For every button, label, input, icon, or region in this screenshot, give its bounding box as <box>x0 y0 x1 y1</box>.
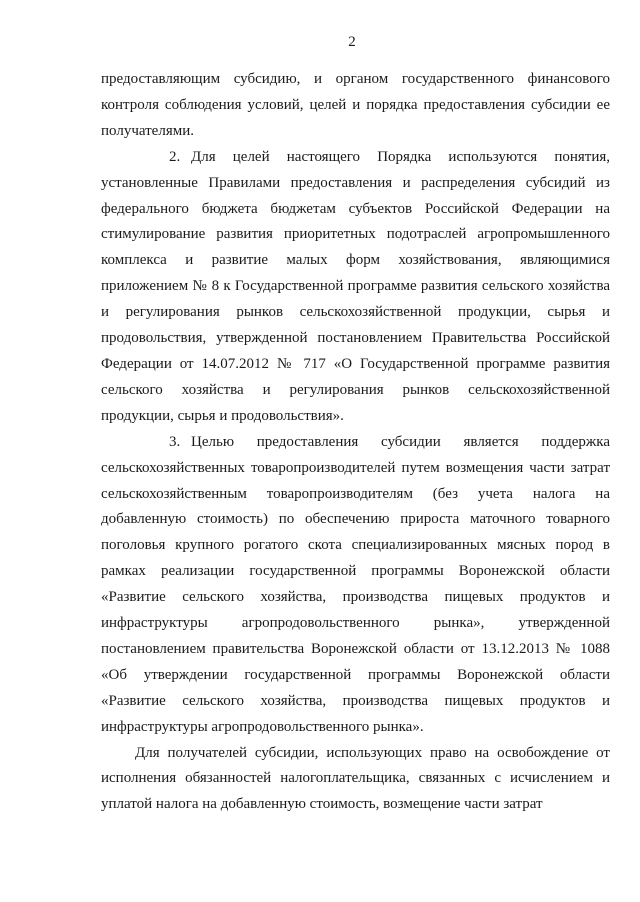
clause-text: Целью предоставления субсидии является поддержка сельскохозяйственных товаропроизводителей путем возмещения части затрат сельскохозяйственным товаропроизводителям (без учета налога на добавленную стоимость) по обеспечению прироста маточного товарного поголовья крупного рогатого скота специализированных мясных пород в рамках реализации государственной программы Воронежской области «Развитие сельского хозяйства, производства пищевых продуктов и инфраструктуры агропродовольственного рынка», утвержденной постановлением правительства Воронежской области от 13.12.2013 № 1088 «Об утверждении государственной программы Воронежской области «Развитие сельского хозяйства, производства пищевых продуктов и инфраструктуры агропродовольственного рынка». <box>101 433 610 735</box>
clause-number: 2. <box>169 148 181 165</box>
paragraph-vat-exemption: Для получателей субсидии, использующих право на освобождение от исполнения обязанностей налогоплательщика, связанных с исчислением и уплатой налога на добавленную стоимость, возмещение части затрат <box>101 744 610 813</box>
paragraph-clause-3 <box>101 430 610 741</box>
clause-number: 3. <box>169 433 181 450</box>
document-body <box>101 67 610 818</box>
paragraph-continuation: предоставляющим субсидию, и органом государственного финансового контроля соблюдения условий, целей и порядка предоставления субсидии ее получателями. <box>101 71 610 139</box>
paragraph-clause-2 <box>101 145 610 430</box>
clause-text: Для целей настоящего Порядка используются понятия, установленные Правилами предоставления и распределения субсидий из федерального бюджета бюджетам субъектов Российской Федерации на стимулирование развития приоритетных подотраслей агропромышленного комплекса и развитие малых форм хозяйствования, являющимися приложением № 8 к Государственной программе развития сельского хозяйства и регулирования рынков сельскохозяйственной продукции, сырья и продовольствия, утвержденной постановлением Правительства Российской Федерации от 14.07.2012 № 717 «О Государственной программе развития сельского хозяйства и регулирования рынков сельскохозяйственной продукции, сырья и продовольствия». <box>101 148 610 424</box>
page-number: 2 <box>348 34 356 50</box>
